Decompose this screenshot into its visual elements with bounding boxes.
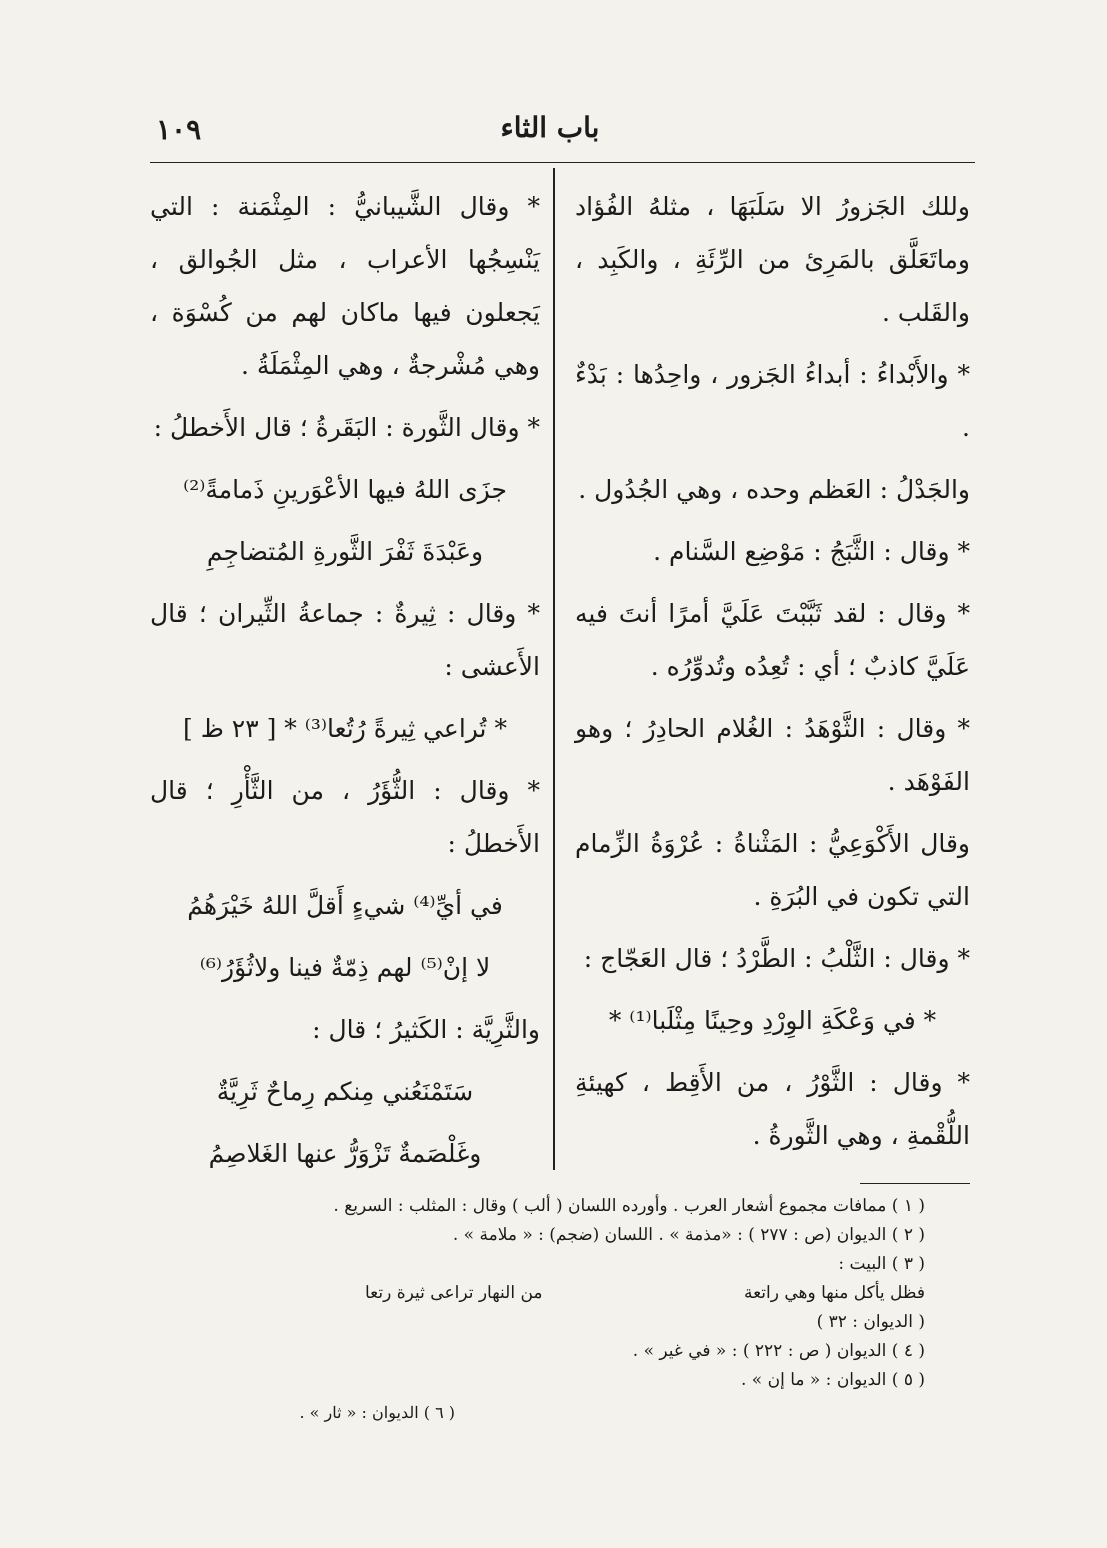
verse-line: جزَى اللهُ فيها الأعْوَرينِ ذَمامةً⁽²⁾ (183, 475, 507, 504)
verse-line: * تُراعي ثِيرةً رُتُعا⁽³⁾ * [ ٢٣ ظ ] (183, 714, 507, 743)
footnote-verse-hemistich: فظل يأكل منها وهي راتعة (743, 1283, 925, 1303)
page-number: ١٠٩ (156, 113, 202, 146)
footnote: ( ١ ) ممافات مجموع أشعار العرب . وأورده اللسان ( ألب ) وقال : المثلب : السريع . (333, 1196, 925, 1216)
footnote: ( ٢ ) الديوان (ص : ٢٧٧ ) : «مذمة » . اللسان (ضجم) : « ملامة » . (452, 1225, 925, 1245)
verse-line: لا إنْ⁽⁵⁾ لهم ذِمّةٌ فينا ولاثُؤَرُ⁽⁶⁾ (199, 953, 491, 982)
paragraph: والثَّرِيَّة : الكَثيرُ ؛ قال : (312, 1015, 540, 1044)
paragraph: * والأَبْداءُ : أبداءُ الجَزور ، واحِدُها : بَدْءٌ . (575, 360, 970, 442)
paragraph: * وقال : الثُّؤَرُ ، من الثَّأْرِ ؛ قال الأَخطلُ : (150, 776, 540, 858)
paragraph: * وقال الثَّورة : البَقَرةُ ؛ قال الأَخطلُ : (153, 413, 540, 442)
paragraph: * وقال الشَّيبانيُّ : المِثْمَنة : التي يَنْسِجُها الأعراب ، مثل الجُوالق ، يَجعلون فيها ماكان لهم من كُسْوَة ، وهي مُشْرجةٌ ، وهي المِثْمَلَةُ . (150, 192, 540, 380)
paragraph: والجَدْلُ : العَظم وحده ، وهي الجُدُول . (578, 475, 970, 504)
verse-line: في أيِّ⁽⁴⁾ شيءٍ أَقلَّ اللهُ خَيْرَهُمُ (187, 891, 503, 920)
paragraph: وقال الأَكْوَعِيُّ : المَثْناةُ : عُرْوَةُ الزِّمام التي تكون في البُرَةِ . (575, 829, 970, 911)
verse-line: * في وَعْكَةِ الوِرْدِ وحِينًا مِثْلَبا⁽¹⁾ * (608, 1006, 937, 1035)
paragraph: * وقال : الثَّوْهَدُ : الغُلام الحادِرُ ؛ وهو الفَوْهَد . (575, 714, 970, 796)
paragraph: * وقال : لقد ثَبَّبْتَ عَلَيَّ أمرًا أنتَ فيه عَلَيَّ كاذبٌ ؛ أي : تُعِدُه وتُدوِّرُه . (575, 599, 970, 681)
footnote: ( ٥ ) الديوان : « ما إن » . (740, 1370, 925, 1390)
verse-line: سَتَمْنَعُني مِنكم رِماحٌ ثَرِيَّةٌ (216, 1077, 474, 1106)
footnote: ( ٤ ) الديوان ( ص : ٢٢٢ ) : « في غير » . (632, 1341, 925, 1361)
footnote: ( ٦ ) الديوان : « ثار » . (299, 1403, 455, 1422)
header-rule (150, 162, 975, 163)
paragraph: * وقال : ثِيرةٌ : جماعةُ الثِّيران ؛ قال الأَعشى : (150, 599, 540, 681)
footnote-verse (365, 1279, 925, 1308)
footnote: ( ٣ ) البيت : (838, 1254, 925, 1274)
right-column (575, 180, 970, 1171)
chapter-title: باب الثاء (500, 111, 600, 144)
paragraph: * وقال : الثَّوْرُ ، من الأَقِط ، كهيئةِ اللُّقْمةِ ، وهي الثَّورةُ . (575, 1068, 970, 1150)
paragraph: * وقال : الثَّلْبُ : الطَّرْدُ ؛ قال العَجّاج : (583, 944, 970, 973)
left-column (150, 180, 540, 1189)
verse-line: وغَلْصَمةٌ تَزْوَرُّ عنها الغَلاصِمُ (208, 1139, 482, 1168)
footnote-verse-hemistich: من النهار تراعى ثيرة رتعا (365, 1283, 543, 1303)
paragraph: * وقال : الثَّبَجُ : مَوْضِع السَّنام . (653, 537, 970, 566)
footnotes (200, 1192, 925, 1395)
footnote-source: ( الديوان : ٣٢ ) (816, 1312, 925, 1332)
page-header (120, 105, 980, 155)
column-divider (553, 168, 555, 1170)
footnote-rule (860, 1183, 970, 1184)
paragraph: وللك الجَزورُ الا سَلَبَهَا ، مثلهُ الفُؤاد وماتَعَلَّق بالمَرِئ من الرِّئَةِ ، والكَبِد ، والقَلب . (575, 192, 970, 327)
verse-line: وعَبْدَةَ ثَفْرَ الثَّورةِ المُتضاجِمِ (206, 537, 484, 566)
